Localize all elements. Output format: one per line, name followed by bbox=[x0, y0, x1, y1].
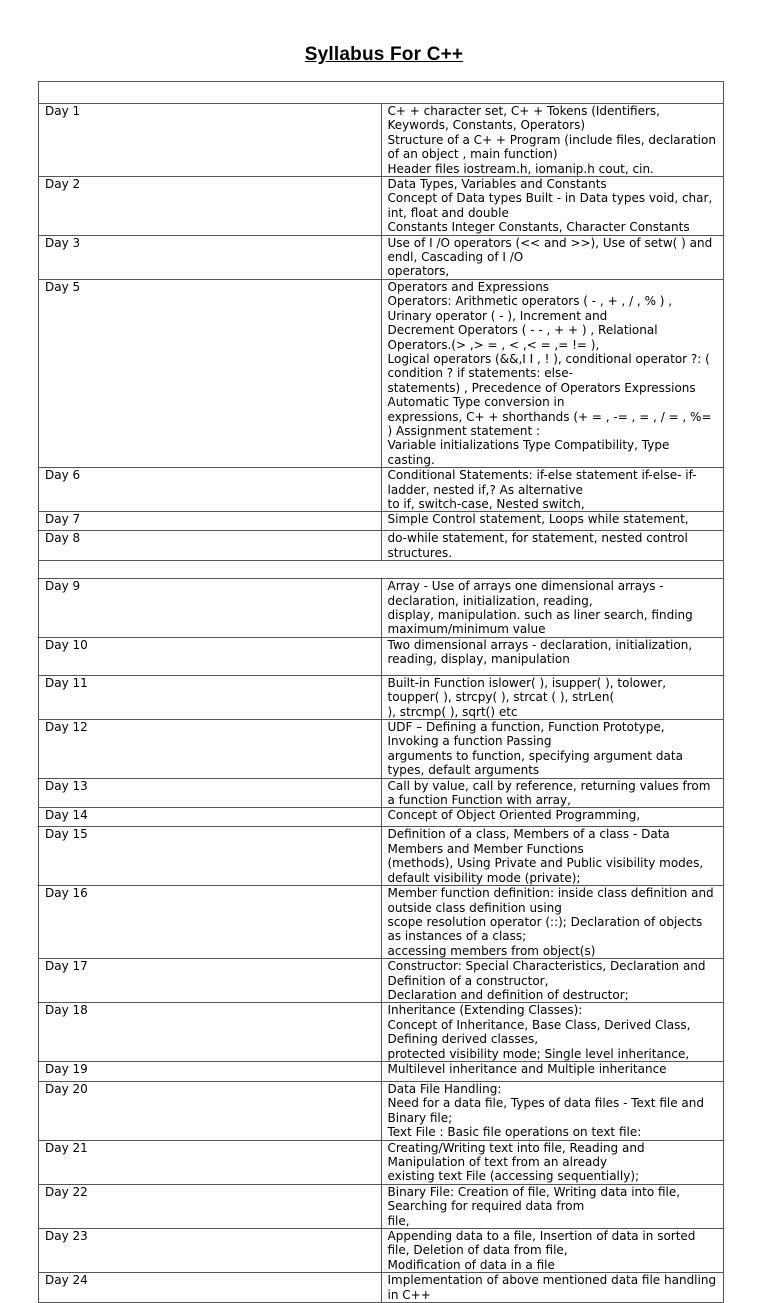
topic-line: accessing members from object(s) bbox=[387, 943, 596, 958]
table-row bbox=[39, 886, 724, 959]
topic-line: Concept of Data types Built - in Data types void, char, int, float and double bbox=[387, 191, 713, 220]
topic-line: Operators: Arithmetic operators ( - , + , / , % ) , Urinary operator ( - ), Increment and bbox=[387, 294, 673, 323]
topic-line: Logical operators (&&,I I , ! ), conditional operator ?: ( condition ? if statements: else- bbox=[387, 351, 710, 381]
day-cell: Day 5 bbox=[39, 279, 382, 467]
topic-cell bbox=[381, 1140, 724, 1184]
table-row bbox=[39, 637, 724, 675]
topic-line: Modification of data in a file bbox=[387, 1257, 555, 1272]
topic-cell bbox=[381, 675, 724, 719]
day-cell: Day 20 bbox=[39, 1081, 382, 1140]
day-cell: Day 19 bbox=[39, 1061, 382, 1081]
topic-cell bbox=[381, 1184, 724, 1228]
topic-line: Constructor: Special Characteristics, Declaration and Definition of a constructor, bbox=[387, 959, 706, 988]
topic-line: Creating/Writing text into file, Reading and Manipulation of text from an already bbox=[387, 1140, 645, 1169]
topic-line: Binary File: Creation of file, Writing data into file, Searching for required data from bbox=[387, 1184, 681, 1214]
topic-line: statements) , Precedence of Operators Expressions Automatic Type conversion in bbox=[387, 380, 696, 410]
topic-cell bbox=[381, 531, 724, 561]
day-cell: Day 16 bbox=[39, 886, 382, 959]
day-cell: Day 13 bbox=[39, 778, 382, 808]
topic-cell bbox=[381, 827, 724, 886]
table-row bbox=[39, 720, 724, 779]
day-cell: Day 7 bbox=[39, 512, 382, 531]
table-row bbox=[39, 827, 724, 886]
topic-line: Structure of a C+ + Program (include files, declaration of an object , main function) bbox=[387, 132, 716, 162]
day-cell: Day 15 bbox=[39, 827, 382, 886]
day-cell: Day 24 bbox=[39, 1273, 382, 1303]
day-cell: Day 1 bbox=[39, 104, 382, 177]
day-cell: Day 6 bbox=[39, 468, 382, 512]
spacer-row bbox=[39, 82, 724, 104]
topic-line: Member function definition: inside class definition and outside class definition using bbox=[387, 886, 714, 915]
topic-line: Operators and Expressions bbox=[387, 279, 550, 294]
day-cell: Day 2 bbox=[39, 177, 382, 236]
table-row bbox=[39, 531, 724, 561]
topic-cell bbox=[381, 512, 724, 531]
topic-line: Need for a data file, Types of data files - Text file and Binary file; bbox=[387, 1096, 704, 1125]
day-cell: Day 9 bbox=[39, 579, 382, 638]
table-row bbox=[39, 279, 724, 467]
topic-cell bbox=[381, 1273, 724, 1303]
topic-line: Definition of a class, Members of a class - Data Members and Member Functions bbox=[387, 827, 670, 856]
table-row bbox=[39, 579, 724, 638]
topic-line: do-while statement, for statement, nested control structures. bbox=[387, 531, 688, 560]
day-cell: Day 11 bbox=[39, 675, 382, 719]
syllabus-table bbox=[38, 81, 724, 1303]
topic-cell bbox=[381, 886, 724, 959]
topic-cell bbox=[381, 1003, 724, 1062]
topic-cell bbox=[381, 1229, 724, 1273]
topic-cell bbox=[381, 778, 724, 808]
day-cell: Day 22 bbox=[39, 1184, 382, 1228]
topic-line: ), strcmp( ), sqrt() etc bbox=[387, 704, 518, 719]
table-row bbox=[39, 1229, 724, 1273]
day-cell: Day 21 bbox=[39, 1140, 382, 1184]
day-cell: Day 17 bbox=[39, 959, 382, 1003]
table-row bbox=[39, 959, 724, 1003]
table-row bbox=[39, 1140, 724, 1184]
topic-line: C+ + character set, C+ + Tokens (Identifiers, Keywords, Constants, Operators) bbox=[387, 104, 660, 133]
day-cell: Day 14 bbox=[39, 808, 382, 827]
topic-line: Implementation of above mentioned data file handling in C++ bbox=[387, 1273, 717, 1302]
spacer-row bbox=[39, 561, 724, 579]
table-row bbox=[39, 104, 724, 177]
topic-cell bbox=[381, 1081, 724, 1140]
topic-line: existing text File (accessing sequentially); bbox=[387, 1169, 640, 1184]
topic-line: Text File : Basic file operations on text file: bbox=[387, 1125, 642, 1140]
topic-cell bbox=[381, 177, 724, 236]
topic-line: protected visibility mode; Single level inheritance, bbox=[387, 1046, 690, 1061]
topic-line: Declaration and definition of destructor; bbox=[387, 987, 629, 1002]
topic-line: Array - Use of arrays one dimensional arrays - declaration, initialization, reading, bbox=[387, 579, 664, 608]
topic-cell bbox=[381, 279, 724, 467]
topic-cell bbox=[381, 1061, 724, 1081]
topic-line: Inheritance (Extending Classes): bbox=[387, 1003, 583, 1018]
topic-line: expressions, C+ + shorthands (+ = , -= , = , / = , %= ) Assignment statement : bbox=[387, 409, 712, 438]
topic-cell bbox=[381, 104, 724, 177]
topic-line: Multilevel inheritance and Multiple inheritance bbox=[387, 1061, 667, 1076]
topic-cell bbox=[381, 468, 724, 512]
topic-line: UDF – Defining a function, Function Prototype, Invoking a function Passing bbox=[387, 720, 665, 749]
topic-cell bbox=[381, 808, 724, 827]
table-row bbox=[39, 235, 724, 279]
topic-line: Appending data to a file, Insertion of data in sorted file, Deletion of data from file, bbox=[387, 1229, 696, 1258]
topic-line: Header files iostream.h, iomanip.h cout, cin. bbox=[387, 161, 654, 176]
topic-line: (methods), Using Private and Public visibility modes, default visibility mode (private); bbox=[387, 856, 704, 885]
syllabus-table-body bbox=[39, 82, 724, 1303]
table-row bbox=[39, 177, 724, 236]
table-row bbox=[39, 512, 724, 531]
spacer-cell bbox=[39, 561, 724, 579]
topic-line: Use of I /O operators (<< and >>), Use of setw( ) and endl, Cascading of I /O bbox=[387, 235, 713, 265]
table-row bbox=[39, 1273, 724, 1303]
topic-line: operators, bbox=[387, 264, 450, 279]
table-row bbox=[39, 778, 724, 808]
topic-line: Variable initializations Type Compatibility, Type casting. bbox=[387, 438, 670, 467]
topic-line: to if, switch-case, Nested switch, bbox=[387, 496, 585, 511]
topic-cell bbox=[381, 579, 724, 638]
table-row bbox=[39, 1003, 724, 1062]
spacer-cell bbox=[39, 82, 724, 104]
topic-line: Built-in Function islower( ), isupper( ), tolower, toupper( ), strcpy( ), strcat ( ), strLen( bbox=[387, 675, 667, 705]
topic-line: scope resolution operator (::); Declaration of objects as instances of a class; bbox=[387, 914, 703, 944]
topic-line: Call by value, call by reference, returning values from a function Function with array, bbox=[387, 778, 711, 808]
topic-line: Data Types, Variables and Constants bbox=[387, 177, 607, 192]
topic-line: Data File Handling: bbox=[387, 1081, 502, 1096]
page-title: Syllabus For C++ bbox=[304, 44, 464, 65]
topic-line: arguments to function, specifying argument data types, default arguments bbox=[387, 748, 683, 778]
topic-line: Concept of Object Oriented Programming, bbox=[387, 808, 641, 823]
topic-line: file, bbox=[387, 1213, 410, 1228]
topic-cell bbox=[381, 637, 724, 675]
table-row bbox=[39, 468, 724, 512]
day-cell: Day 23 bbox=[39, 1229, 382, 1273]
topic-cell bbox=[381, 235, 724, 279]
topic-line: Concept of Inheritance, Base Class, Derived Class, Defining derived classes, bbox=[387, 1017, 691, 1047]
day-cell: Day 8 bbox=[39, 531, 382, 561]
table-row bbox=[39, 1184, 724, 1228]
topic-line: Conditional Statements: if-else statement if-else- if- ladder, nested if,? As alternative bbox=[387, 468, 697, 497]
day-cell: Day 3 bbox=[39, 235, 382, 279]
topic-cell bbox=[381, 959, 724, 1003]
topic-line: Decrement Operators ( - - , + + ) , Relational Operators.(> ,> = , < ,< = ,= != ), bbox=[387, 323, 658, 352]
day-cell: Day 12 bbox=[39, 720, 382, 779]
table-row bbox=[39, 808, 724, 827]
day-cell: Day 10 bbox=[39, 637, 382, 675]
day-cell: Day 18 bbox=[39, 1003, 382, 1062]
topic-line: Simple Control statement, Loops while statement, bbox=[387, 512, 689, 527]
table-row bbox=[39, 1081, 724, 1140]
topic-line: Constants Integer Constants, Character Constants bbox=[387, 220, 690, 235]
topic-line: display, manipulation. such as liner search, finding maximum/minimum value bbox=[387, 608, 693, 637]
table-row bbox=[39, 675, 724, 719]
table-row bbox=[39, 1061, 724, 1081]
topic-cell bbox=[381, 720, 724, 779]
topic-line: Two dimensional arrays - declaration, initialization, reading, display, manipulation bbox=[387, 637, 693, 667]
